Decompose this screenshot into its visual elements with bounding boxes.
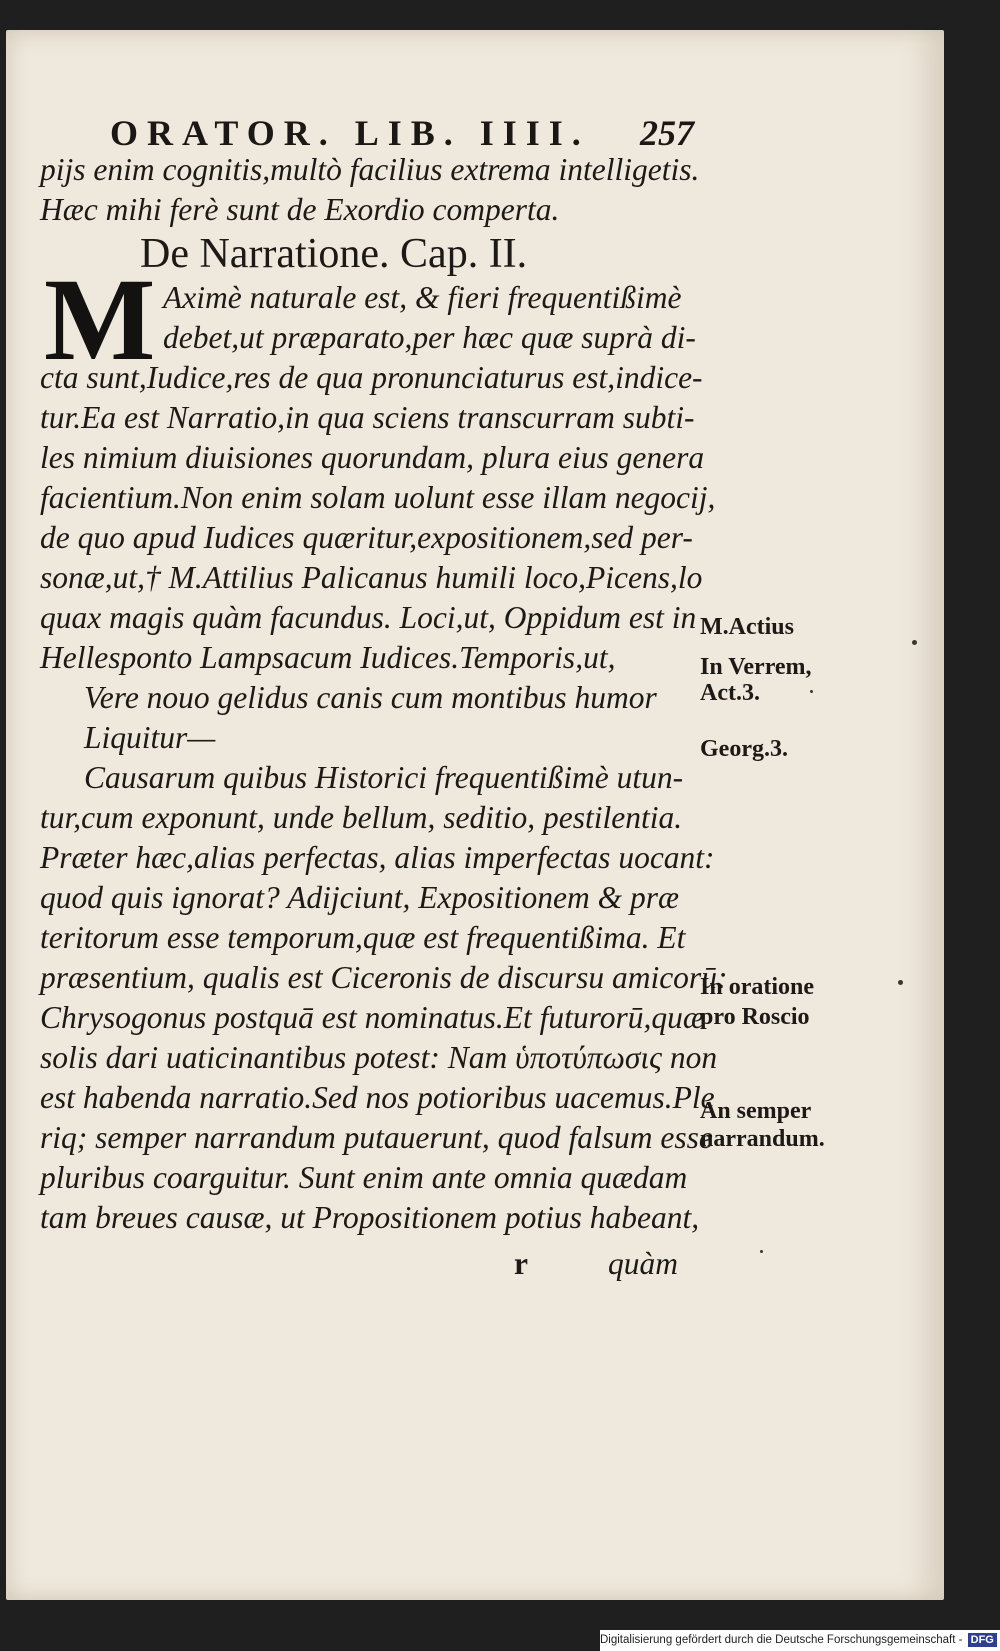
text-line: quax magis quàm facundus. Loci,ut, Oppidum est in [40,600,697,635]
paper-speck [810,690,813,693]
margin-note: In oratione [700,974,814,1000]
margin-note: Act.3. [700,680,760,706]
text-line: Hæc mihi ferè sunt de Exordio comperta. [40,192,560,227]
text-line: Causarum quibus Historici frequentißimè utun- [84,760,684,795]
text-line: de quo apud Iudices quæritur,expositionem,sed per- [40,520,693,555]
paper-speck [760,1250,763,1253]
digitization-footer [600,1630,1000,1651]
text-line: teritorum esse temporum,quæ est frequentißima. Et [40,920,686,955]
text-line: pluribus coarguitur. Sunt enim ante omnia quædam [40,1160,688,1195]
text-line: les nimium diuisiones quorundam, plura eius genera [40,440,705,475]
text-line: tam breues causæ, ut Propositionem potius habeant, [40,1200,700,1235]
folio-number: 257 [640,113,694,153]
text-line: riq; semper narrandum putauerunt, quod falsum esse [40,1120,713,1155]
text-line: Aximè naturale est, & fieri frequentißimè [163,280,682,315]
text-line: facientium.Non enim solam uolunt esse illam negocij, [40,480,716,515]
margin-note: narrandum. [700,1126,825,1152]
signature-mark: r [514,1246,528,1281]
text-line: sonæ,ut,† M.Attilius Palicanus humili loco,Picens,lo [40,560,703,595]
text-line: est habenda narratio.Sed nos potioribus uacemus.Ple [40,1080,715,1115]
text-line: tur.Ea est Narratio,in qua sciens transcurram subti- [40,400,695,435]
text-line: tur,cum exponunt, unde bellum, seditio, pestilentia. [40,800,683,835]
text-line: debet,ut præparato,per hæc quæ suprà di- [163,320,696,355]
margin-note: An semper [700,1098,812,1124]
text-line: Præter hæc,alias perfectas, alias imperfectas uocant: [40,840,715,875]
text-line: solis dari uaticinantibus potest: Nam ὑποτύπωσις non [40,1040,718,1075]
text-line: Hellesponto Lampsacum Iudices.Temporis,ut, [40,640,616,675]
running-title: ORATOR. LIB. IIII. [110,113,590,153]
text-line: præsentium, qualis est Ciceronis de discursu amicorū: [40,960,728,995]
drop-cap: M [44,254,156,385]
dfg-logo: DFG [968,1633,997,1647]
footer-text: Digitalisierung gefördert durch die Deutsche Forschungsgemeinschaft - [600,1634,963,1646]
chapter-heading: De Narratione. Cap. II. [140,231,528,277]
margin-note: pro Roscio [700,1004,810,1030]
paper-speck [898,980,903,985]
paper-speck [912,640,917,645]
text-line: Chrysogonus postquā est nominatus.Et futurorū,quæ [40,1000,704,1035]
text-line: pijs enim cognitis,multò facilius extrema intelligetis. [40,152,700,187]
margin-note: In Verrem, [700,654,812,680]
verse-line: Vere nouo gelidus canis cum montibus humor [84,680,657,715]
running-header [110,112,710,152]
text-line: cta sunt,Iudice,res de qua pronunciaturus est,indice- [40,360,703,395]
margin-note: M.Actius [700,614,794,640]
text-line: quod quis ignorat? Adijciunt, Expositionem & præ [40,880,680,915]
margin-note: Georg.3. [700,736,788,762]
verse-line: Liquitur— [84,720,216,755]
catchword: quàm [608,1246,678,1281]
